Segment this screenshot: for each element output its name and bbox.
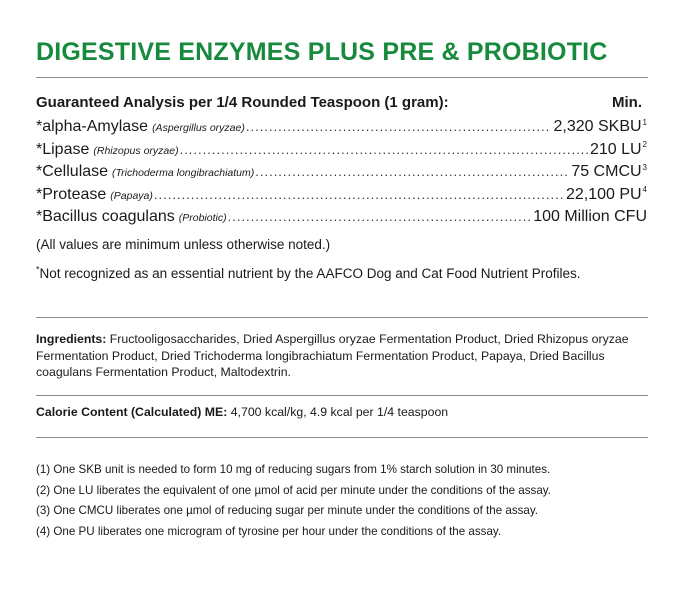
analysis-row-lipase (36, 141, 647, 164)
footnote-ref: 2 (642, 140, 647, 150)
guaranteed-analysis-list (36, 118, 647, 231)
ingredients-text: Fructooligosaccharides, Dried Aspergillus oryzae Fermentation Product, Dried Rhizopus oryzae Fermentation Product, Dried Trichoderma longibrachiatum Fermentation Product, Papaya, Dried Bacillus coagulans Fermentation Product, Maltodextrin. (36, 332, 629, 379)
analysis-name: *alpha-Amylase (36, 118, 149, 135)
footnotes-list (36, 460, 666, 542)
analysis-value: 2,320 SKBU$^1$ (553, 117, 647, 135)
footnote-item: (3) One CMCU liberates one µmol of reducing sugar per minute under the conditions of the assay. (36, 504, 539, 517)
analysis-source: (Aspergillus oryzae) (152, 122, 245, 134)
aafco-note-text: Not recognized as an essential nutrient by the AAFCO Dog and Cat Food Nutrient Profiles. (39, 266, 581, 281)
minimum-values-note: (All values are minimum unless otherwise noted.) (36, 237, 331, 252)
footnotes-divider (36, 437, 648, 438)
calorie-content (36, 405, 448, 419)
analysis-source: (Trichoderma longibrachiatum) (112, 167, 255, 179)
analysis-name: *Lipase (36, 140, 90, 158)
dot-leader (228, 209, 532, 224)
ingredients-divider (36, 317, 648, 318)
calorie-text: 4,700 kcal/kg, 4.9 kcal per 1/4 teaspoon (230, 405, 449, 419)
analysis-row-cellulase (36, 163, 647, 186)
analysis-name: *Bacillus coagulans (36, 208, 175, 225)
footnote-ref: 4 (642, 185, 647, 195)
analysis-value: 100 Million CFU (533, 208, 647, 225)
dot-leader (154, 187, 564, 202)
footnote-item: (1) One SKB unit is needed to form 10 mg of reducing sugars from 1% starch solution in 30 minutes. (36, 463, 551, 476)
analysis-source: (Rhizopus oryzae) (93, 144, 179, 157)
calorie-divider (36, 395, 648, 396)
footnote-ref: 1 (642, 117, 647, 127)
footnote-item: (4) One PU liberates one microgram of tyrosine per hour under the conditions of the assay. (36, 524, 502, 538)
title-divider (36, 77, 648, 78)
analysis-row-alpha-amylase (36, 118, 647, 141)
ingredients-label: Ingredients: (36, 332, 107, 346)
aafco-note (36, 263, 636, 284)
analysis-source: (Papaya) (110, 189, 153, 202)
analysis-source: (Probiotic) (178, 212, 227, 224)
analysis-value: 75 CMCU$^3$ (571, 162, 647, 180)
dot-leader (246, 119, 552, 134)
calorie-label: Calorie Content (Calculated) ME: (36, 405, 228, 419)
asterisk-mark: * (36, 264, 40, 275)
minimum-column-label: Min. (612, 94, 642, 111)
analysis-value: 22,100 PU$^4$ (565, 185, 647, 203)
analysis-row-bacillus-coagulans (36, 208, 647, 231)
product-title: DIGESTIVE ENZYMES PLUS PRE & PROBIOTIC (36, 38, 608, 66)
footnote-item: (2) One LU liberates the equivalent of one µmol of acid per minute under the conditions of the assay. (36, 483, 551, 497)
dot-leader (255, 164, 569, 179)
analysis-name: *Protease (36, 185, 107, 203)
analysis-value: 210 LU$^2$ (589, 140, 647, 158)
guaranteed-analysis-heading: Guaranteed Analysis per 1/4 Rounded Teaspoon (1 gram): (36, 94, 449, 111)
analysis-row-protease (36, 186, 647, 209)
guaranteed-analysis-header (36, 94, 642, 111)
ingredients-block (36, 331, 644, 381)
dot-leader (180, 142, 588, 157)
analysis-name: *Cellulase (36, 163, 109, 180)
footnote-ref: 3 (642, 162, 647, 172)
